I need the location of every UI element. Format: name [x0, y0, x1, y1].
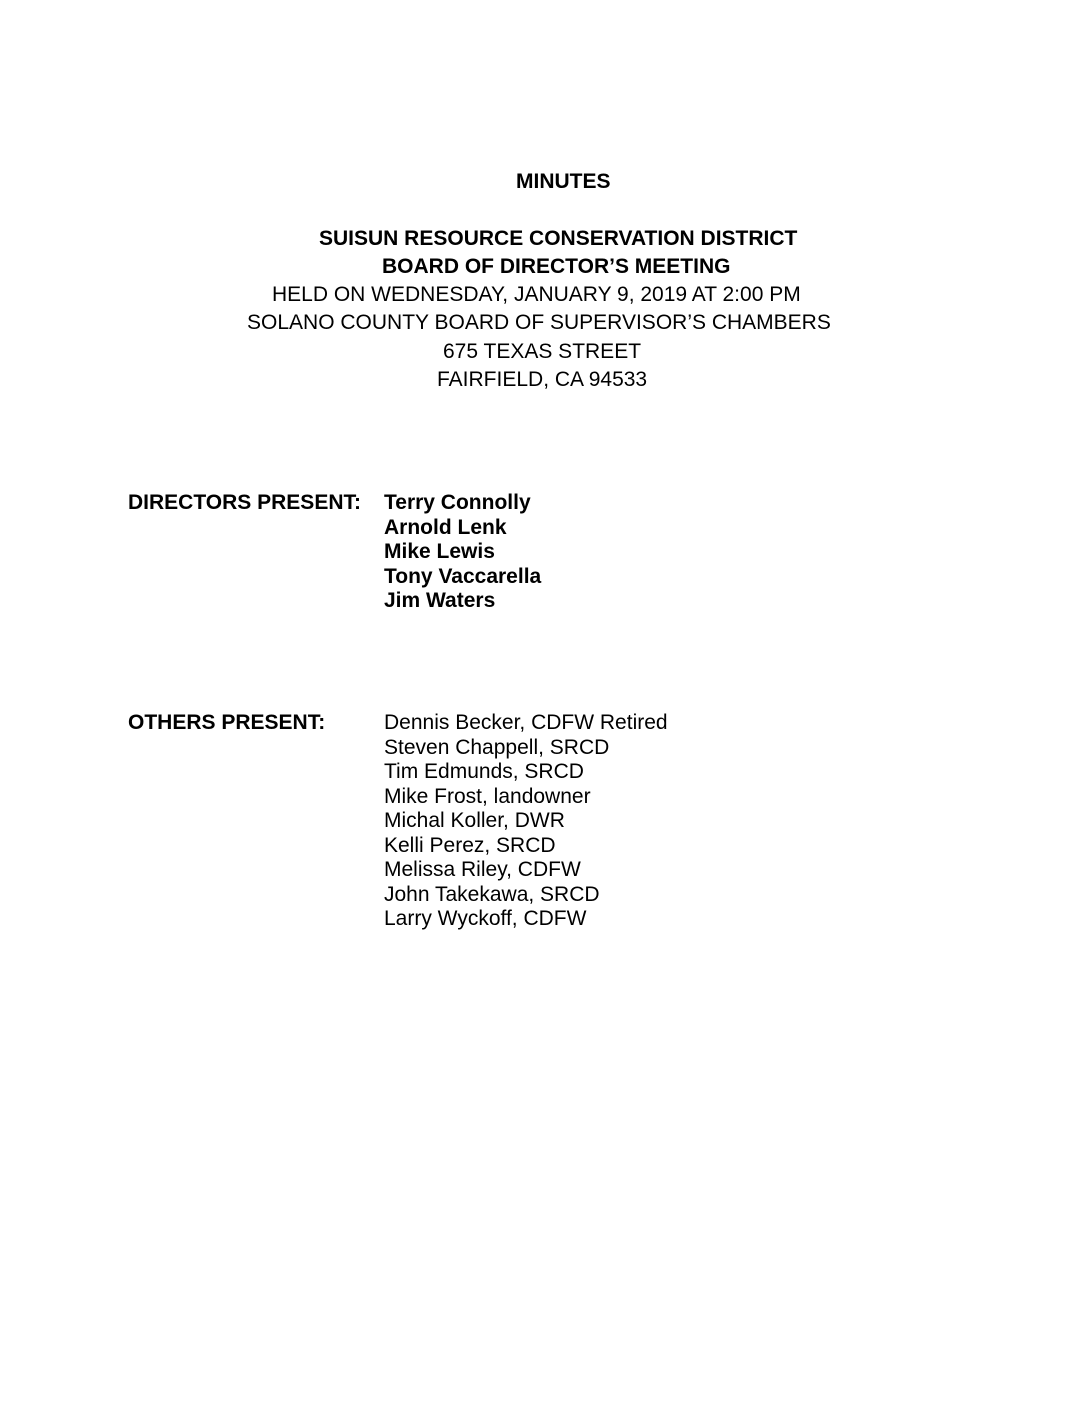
- directors-present-label: DIRECTORS PRESENT:: [128, 491, 361, 514]
- venue-city: FAIRFIELD, CA 94533: [437, 368, 648, 391]
- meeting-venue: SOLANO COUNTY BOARD OF SUPERVISOR’S CHAMBERS: [247, 311, 831, 334]
- attendee-name: Tim Edmunds, SRCD: [384, 760, 584, 783]
- director-name: Tony Vaccarella: [384, 564, 542, 588]
- document-title: MINUTES: [516, 170, 611, 193]
- director-name: Mike Lewis: [384, 540, 495, 563]
- others-present-label: OTHERS PRESENT:: [128, 711, 326, 734]
- director-name: Terry Connolly: [384, 491, 531, 514]
- directors-list: [384, 491, 541, 614]
- attendee-name: Melissa Riley, CDFW: [384, 858, 581, 881]
- attendee-name: Larry Wyckoff, CDFW: [384, 907, 587, 930]
- others-list: [384, 711, 668, 932]
- attendee-name: John Takekawa, SRCD: [384, 882, 600, 906]
- meeting-name: BOARD OF DIRECTOR’S MEETING: [382, 255, 731, 278]
- attendee-name: Kelli Perez, SRCD: [384, 833, 556, 857]
- director-name: Jim Waters: [384, 589, 496, 612]
- director-name: Arnold Lenk: [384, 515, 507, 539]
- organization-name: SUISUN RESOURCE CONSERVATION DISTRICT: [319, 227, 798, 250]
- attendee-name: Mike Frost, landowner: [384, 784, 591, 808]
- attendee-name: Michal Koller, DWR: [384, 809, 565, 832]
- attendee-name: Steven Chappell, SRCD: [384, 735, 610, 759]
- attendee-name: Dennis Becker, CDFW Retired: [384, 711, 668, 734]
- venue-street: 675 TEXAS STREET: [443, 340, 642, 363]
- meeting-date: HELD ON WEDNESDAY, JANUARY 9, 2019 AT 2:00 PM: [272, 283, 801, 306]
